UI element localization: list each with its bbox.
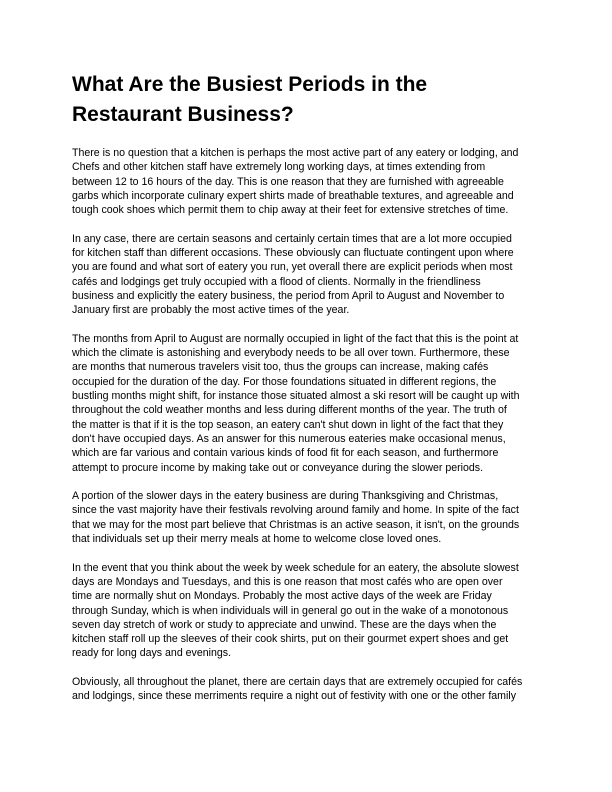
paragraph bbox=[72, 232, 552, 318]
text-line: garbs which incorporate culinary expert shirts made of breathable textures, and agreeable and bbox=[72, 189, 514, 202]
text-line: business and explicitly the eatery business, the period from April to August and November to bbox=[72, 289, 505, 302]
text-line: occupied for the duration of the day. For those foundations situated in different regions, the bbox=[72, 375, 497, 388]
text-line: that we may for the most part believe that Christmas is an active season, it isn't, on the grounds bbox=[72, 518, 520, 531]
text-line: bustling months might shift, for instance those situated almost a ski resort will be caught up with bbox=[72, 390, 520, 403]
text-line: seven day stretch of work or study to appreciate and unwind. These are the days when the bbox=[72, 618, 497, 631]
paragraph bbox=[72, 561, 552, 661]
text-line: Obviously, all throughout the planet, there are certain days that are extremely occupied for cafés bbox=[72, 675, 523, 688]
text-line: don't have occupied days. As an answer for this numerous eateries make occasional menus, bbox=[72, 432, 506, 445]
paragraph bbox=[72, 332, 552, 475]
paragraph bbox=[72, 146, 552, 217]
text-line: attempt to procure income by making take out or conveyance during the slower periods. bbox=[72, 461, 484, 474]
paragraph bbox=[72, 675, 552, 704]
text-line: January first are probably the most active times of the year. bbox=[72, 304, 350, 317]
page-title bbox=[72, 70, 542, 130]
text-line: you are found and what sort of eatery you run, yet overall there are explicit periods when most bbox=[72, 261, 513, 274]
text-line: which the climate is astonishing and everybody needs to be all over town. Furthermore, these bbox=[72, 347, 510, 360]
text-line: tough cook shoes which permit them to chip away at their feet for extensive stretches of time. bbox=[72, 204, 509, 217]
text-line: kitchen staff roll up the sleeves of their cook shirts, put on their gourmet expert shoes and get bbox=[72, 633, 509, 646]
text-line: through Sunday, which is when individuals will in general go out in the wake of a monotonous bbox=[72, 604, 509, 617]
title-line: What Are the Busiest Periods in the bbox=[72, 73, 428, 96]
text-line: for kitchen staff than different occasions. These obviously can fluctuate contingent upon where bbox=[72, 247, 514, 260]
text-line: throughout the cold weather months and less during different months of the year. The truth of bbox=[72, 404, 507, 417]
text-line: time are normally shut on Mondays. Probably the most active days of the week are Friday bbox=[72, 590, 492, 603]
text-line: days are Mondays and Tuesdays, and this is one reason that most cafés who are open over bbox=[72, 575, 503, 588]
text-line: which are far various and contain various kinds of food fit for each season, and furthermore bbox=[72, 447, 499, 460]
document-body bbox=[72, 146, 552, 718]
text-line: In the event that you think about the week by week schedule for an eatery, the absolute slowest bbox=[72, 561, 519, 574]
text-line: and lodgings, since these merriments require a night out of festivity with one or the other family bbox=[72, 690, 516, 703]
text-line: The months from April to August are normally occupied in light of the fact that this is the point at bbox=[72, 332, 519, 345]
text-line: There is no question that a kitchen is perhaps the most active part of any eatery or lodging, and bbox=[72, 147, 519, 159]
text-line: In any case, there are certain seasons and certainly certain times that are a lot more occupied bbox=[72, 232, 512, 245]
title-line: Restaurant Business? bbox=[72, 103, 294, 126]
text-line: that individuals set up their merry meals at home to welcome close loved ones. bbox=[72, 533, 442, 546]
text-line: A portion of the slower days in the eatery business are during Thanksgiving and Christmas, bbox=[72, 490, 499, 503]
text-line: between 12 to 16 hours of the day. This is one reason that they are furnished with agreeable bbox=[72, 175, 504, 188]
text-line: since the vast majority have their festivals revolving around family and home. In spite of the fact bbox=[72, 504, 519, 517]
text-line: are months that numerous travelers visit too, thus the groups can increase, making cafés bbox=[72, 361, 489, 374]
text-line: the matter is that if it is the top season, an eatery can't shut down in light of the fact that they bbox=[72, 418, 504, 431]
paragraph bbox=[72, 489, 552, 546]
text-line: ready for long days and evenings. bbox=[72, 647, 232, 660]
text-line: cafés and lodgings get truly occupied with a flood of clients. Normally in the friendliness bbox=[72, 275, 481, 288]
text-line: Chefs and other kitchen staff have extremely long working days, at times extending from bbox=[72, 161, 486, 174]
